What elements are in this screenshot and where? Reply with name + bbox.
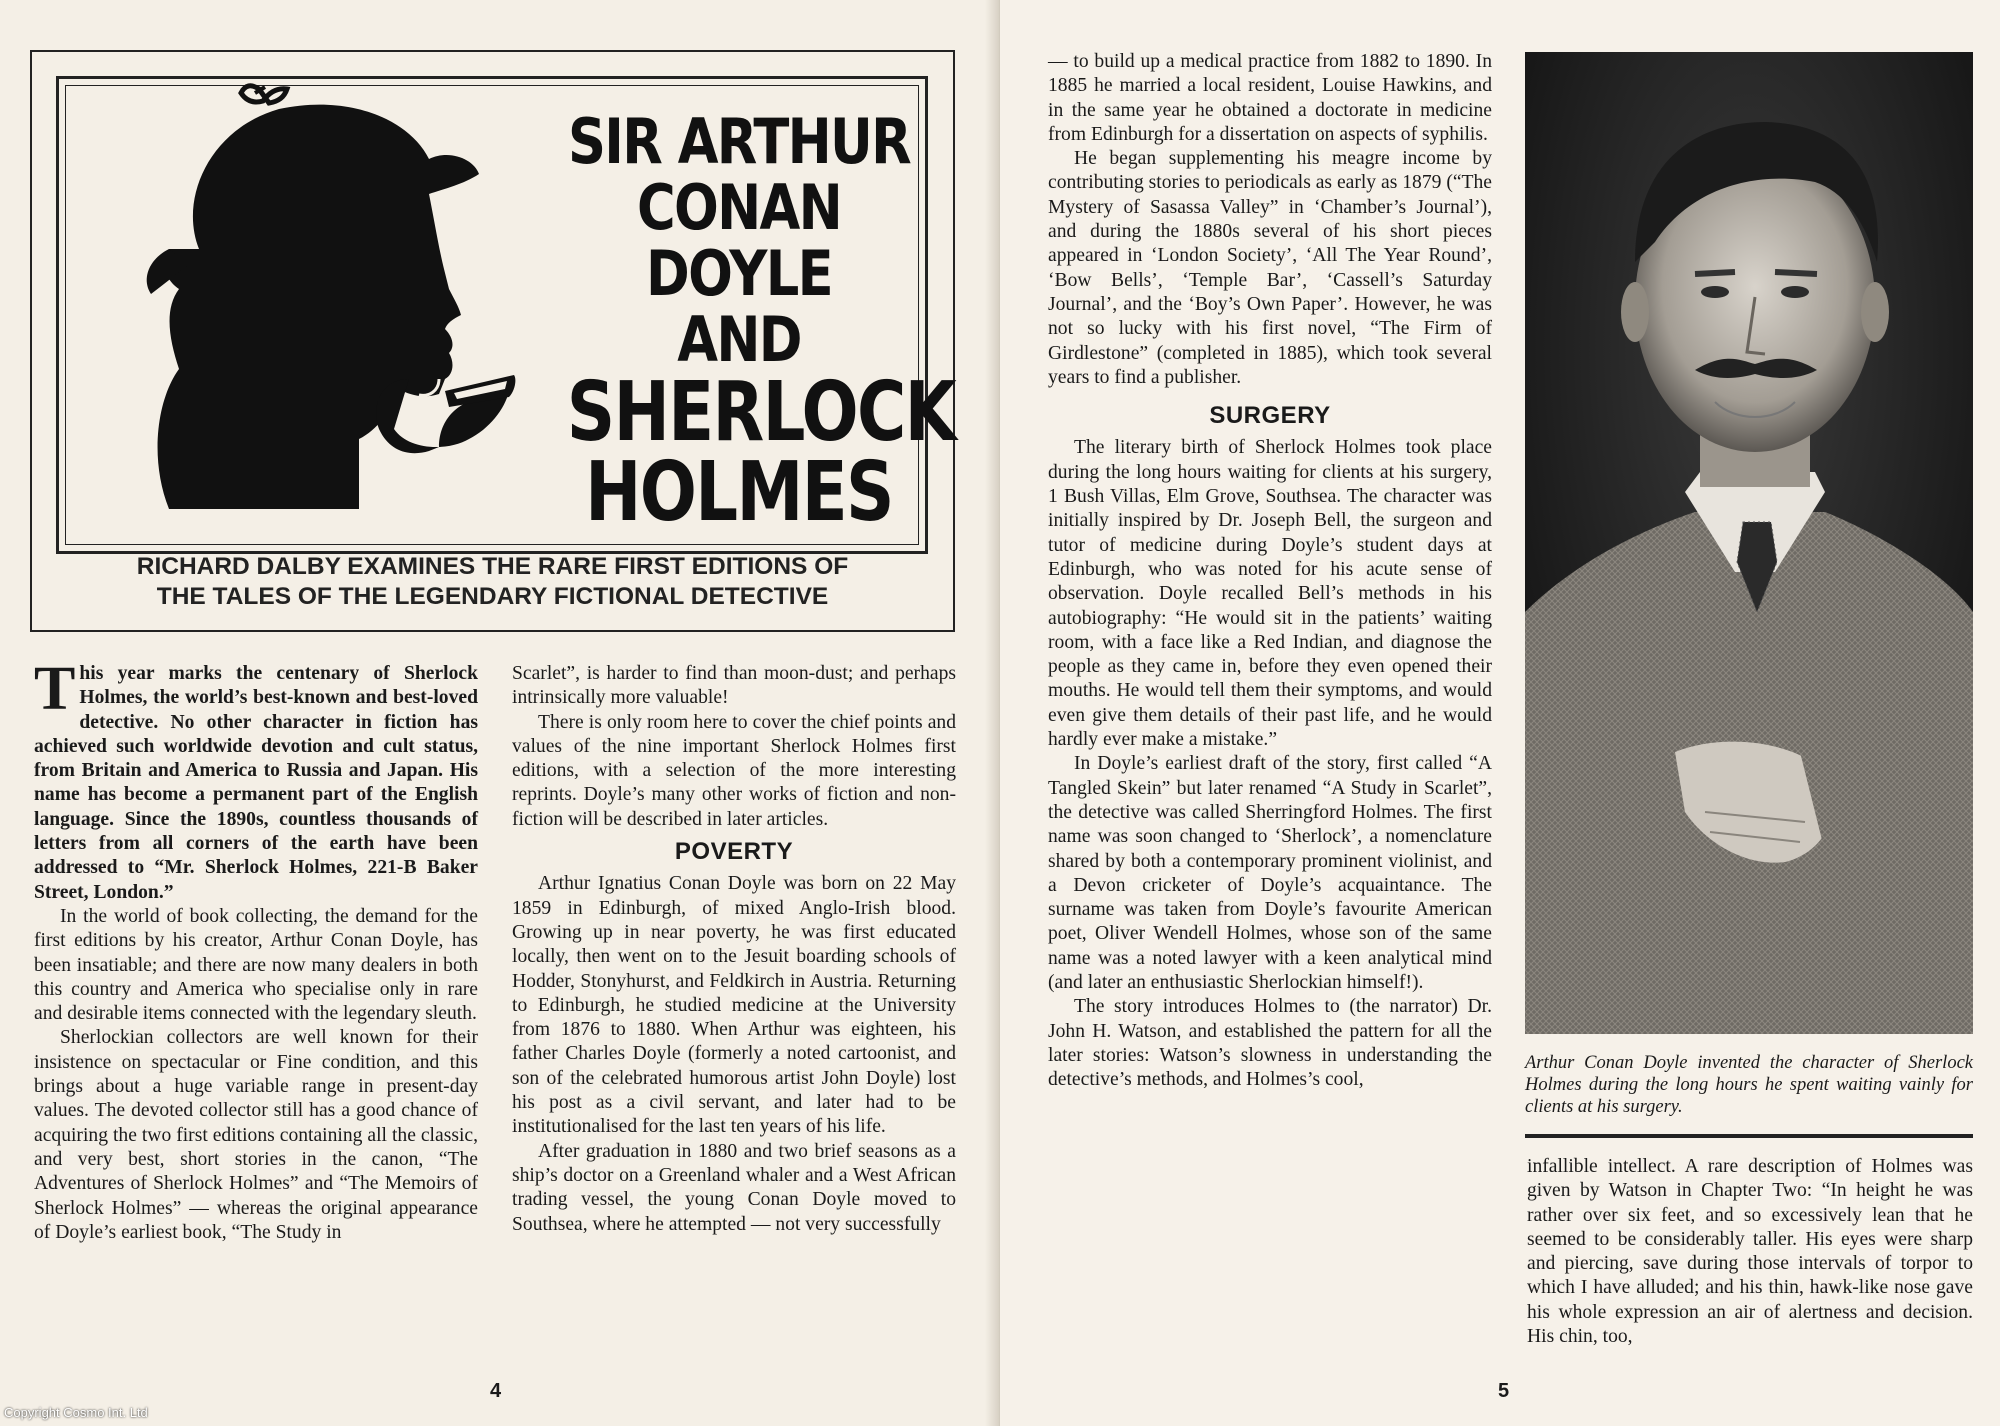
paragraph: infallible intellect. A rare description of Holmes was given by Watson in Chapter Two: “In height he was rather over six feet, and so excessively lean that he seemed to be considerably taller. His eyes were sharp and piercing, save during those intervals of torpor to which I have alluded; and his thin, hawk-like nose gave his whole expression an air of alertness and decision. His chin, too, — [1527, 1156, 1973, 1348]
copyright-notice: Copyright Cosmo Int. Ltd — [4, 1405, 148, 1420]
left-column-2 — [512, 662, 956, 1237]
right-page — [1000, 0, 2000, 1426]
page-number: 4 — [490, 1380, 502, 1402]
paragraph: He began supplementing his meagre income by contributing stories to periodicals as early as 1879 (“The Mystery of Sasassa Valley” in ‘Chamber’s Journal’), and during the 1880s several of his short pieces appeared in ‘London Society’, ‘All The Year Round’, ‘Bow Bells’, ‘Temple Bar’, ‘Cassell’s Saturday Journal’, and the ‘Boy’s Own Paper’. However, he was not so lucky with his first novel, “The Firm of Girdlestone” (completed in 1885), which took several years to find a publisher. — [1048, 148, 1492, 388]
title-line-1: SIR ARTHUR — [568, 105, 910, 178]
paragraph: The literary birth of Sherlock Holmes took place during the long hours waiting for clients at his surgery, 1 Bush Villas, Elm Grove, Southsea. The character was initially inspired by Dr. Joseph Bell, the surgeon and tutor of medicine during Doyle’s student days at Edinburgh, who was noted for his acute sense of observation. Doyle recalled Bell’s methods in his autobiography: “He would sit in the patients’ waiting room, with a face like a Red Indian, and diagnose the people as they came in, before they even opened their mouths. He would tell them their symptoms, and would even give them details of their past life, and he would hardly ever make a mistake.” — [1048, 437, 1492, 751]
intro-paragraph: This year marks the centenary of Sherlock Holmes, the world’s best-known and best-loved detective. No other character in fiction has achieved such worldwide devotion and cult status, from Britain and America to Russia and Japan. His name has become a permanent part of the English language. Since the 1890s, countless thousands of letters from all corners of the earth have been addressed to “Mr. Sherlock Holmes, 221-B Baker Street, London.” — [34, 655, 478, 903]
article-subtitle: RICHARD DALBY EXAMINES THE RARE FIRST EDITIONS OF THE TALES OF THE LEGENDARY FICTIONAL DETECTIVE — [136, 553, 849, 610]
title-banner — [30, 50, 955, 632]
article-title — [529, 105, 956, 540]
right-column-2 — [1527, 1155, 1973, 1349]
title-line-4: SHERLOCK — [566, 365, 956, 460]
paragraph: In the world of book collecting, the demand for the first editions by his creator, Arthur Conan Doyle, has been insatiable; and there are now many dealers in both this country and America who specialise only in rare and desirable items connected with the legendary sleuth. — [34, 905, 478, 1025]
paragraph: — to build up a medical practice from 1882 to 1890. In 1885 he married a local resident, Louise Hawkins, and in the same year he obtained a doctorate in medicine from Edinburgh for a dissertation on aspects of syphilis. — [1048, 51, 1492, 145]
drop-cap: T — [34, 655, 76, 723]
title-line-3: AND — [677, 303, 801, 376]
paragraph: Arthur Ignatius Conan Doyle was born on 22 May 1859 in Edinburgh, of mixed Anglo-Irish blood. Growing up in near poverty, he was first educated locally, then went on to the Jesuit boarding schools of Hodder, Stonyhurst, and Feldkirch in Austria. Returning to Edinburgh, he studied medicine at the University from 1876 to 1880. When Arthur was eighteen, his father Charles Doyle (formerly a noted cartoonist, and son of the celebrated humorous artist John Doyle) lost his post as a civil servant, and later had to be institutionalised for the last ten years of his life. — [512, 873, 956, 1138]
paragraph: Scarlet”, is harder to find than moon-dust; and perhaps intrinsically more valuable! — [512, 663, 956, 709]
section-heading: SURGERY — [1209, 402, 1331, 430]
paragraph: The story introduces Holmes to (the narrator) Dr. John H. Watson, and established the pattern for all the later stories: Watson’s slowness in understanding the detective’s methods, and Holmes’s cool, — [1048, 996, 1492, 1091]
paragraph: Sherlockian collectors are well known for their insistence on spectacular or Fine condition, and this brings about a huge variable range in present-day values. The devoted collector still has a good chance of acquiring the two first editions containing all the classic, and very best, short stories in the canon, “The Adventures of Sherlock Holmes” and “The Memoirs of Sherlock Holmes” — whereas the original appearance of Doyle’s earliest book, “The Study in — [34, 1027, 478, 1243]
paragraph: There is only room here to cover the chief points and values of the nine important Sherlock Holmes first editions, with a selection of the more interesting reprints. Doyle’s many other works of fiction and non-fiction will be described in later articles. — [512, 711, 956, 830]
title-frame — [56, 76, 956, 554]
sherlock-silhouette-icon — [109, 79, 589, 579]
paragraph: After graduation in 1880 and two brief seasons as a ship’s doctor on a Greenland whaler and a West African trading vessel, the young Conan Doyle moved to Southsea, where he attempted — not very successfully — [512, 1140, 956, 1235]
left-column-1 — [34, 655, 478, 1245]
title-line-2: CONAN DOYLE — [637, 171, 841, 310]
paragraph: In Doyle’s earliest draft of the story, first called “A Tangled Skein” but later renamed “A Study in Scarlet”, the detective was called Sherringford Holmes. The first name was soon changed to ‘Sherlock’, a nomenclature shared by both a contemporary prominent violinist, and a Devon cricketer of Doyle’s acquaintance. The surname was taken from Doyle’s favourite American poet, Oliver Wendell Holmes, whose son of the same name was a noted lawyer with a keen analytical mind (and later an enthusiastic Sherlockian himself!). — [1048, 753, 1492, 993]
portrait-image — [1525, 52, 1973, 1034]
caption-divider — [1525, 1134, 1973, 1138]
section-heading: POVERTY — [674, 838, 794, 866]
page-number: 5 — [1498, 1380, 1510, 1402]
right-column-1 — [1048, 50, 1492, 1092]
photo-caption: Arthur Conan Doyle invented the character of Sherlock Holmes during the long hours he spent waiting vainly for clients at his surgery. — [1525, 1053, 1973, 1117]
portrait-photo — [1525, 52, 1973, 1034]
title-line-5: HOLMES — [585, 445, 893, 540]
